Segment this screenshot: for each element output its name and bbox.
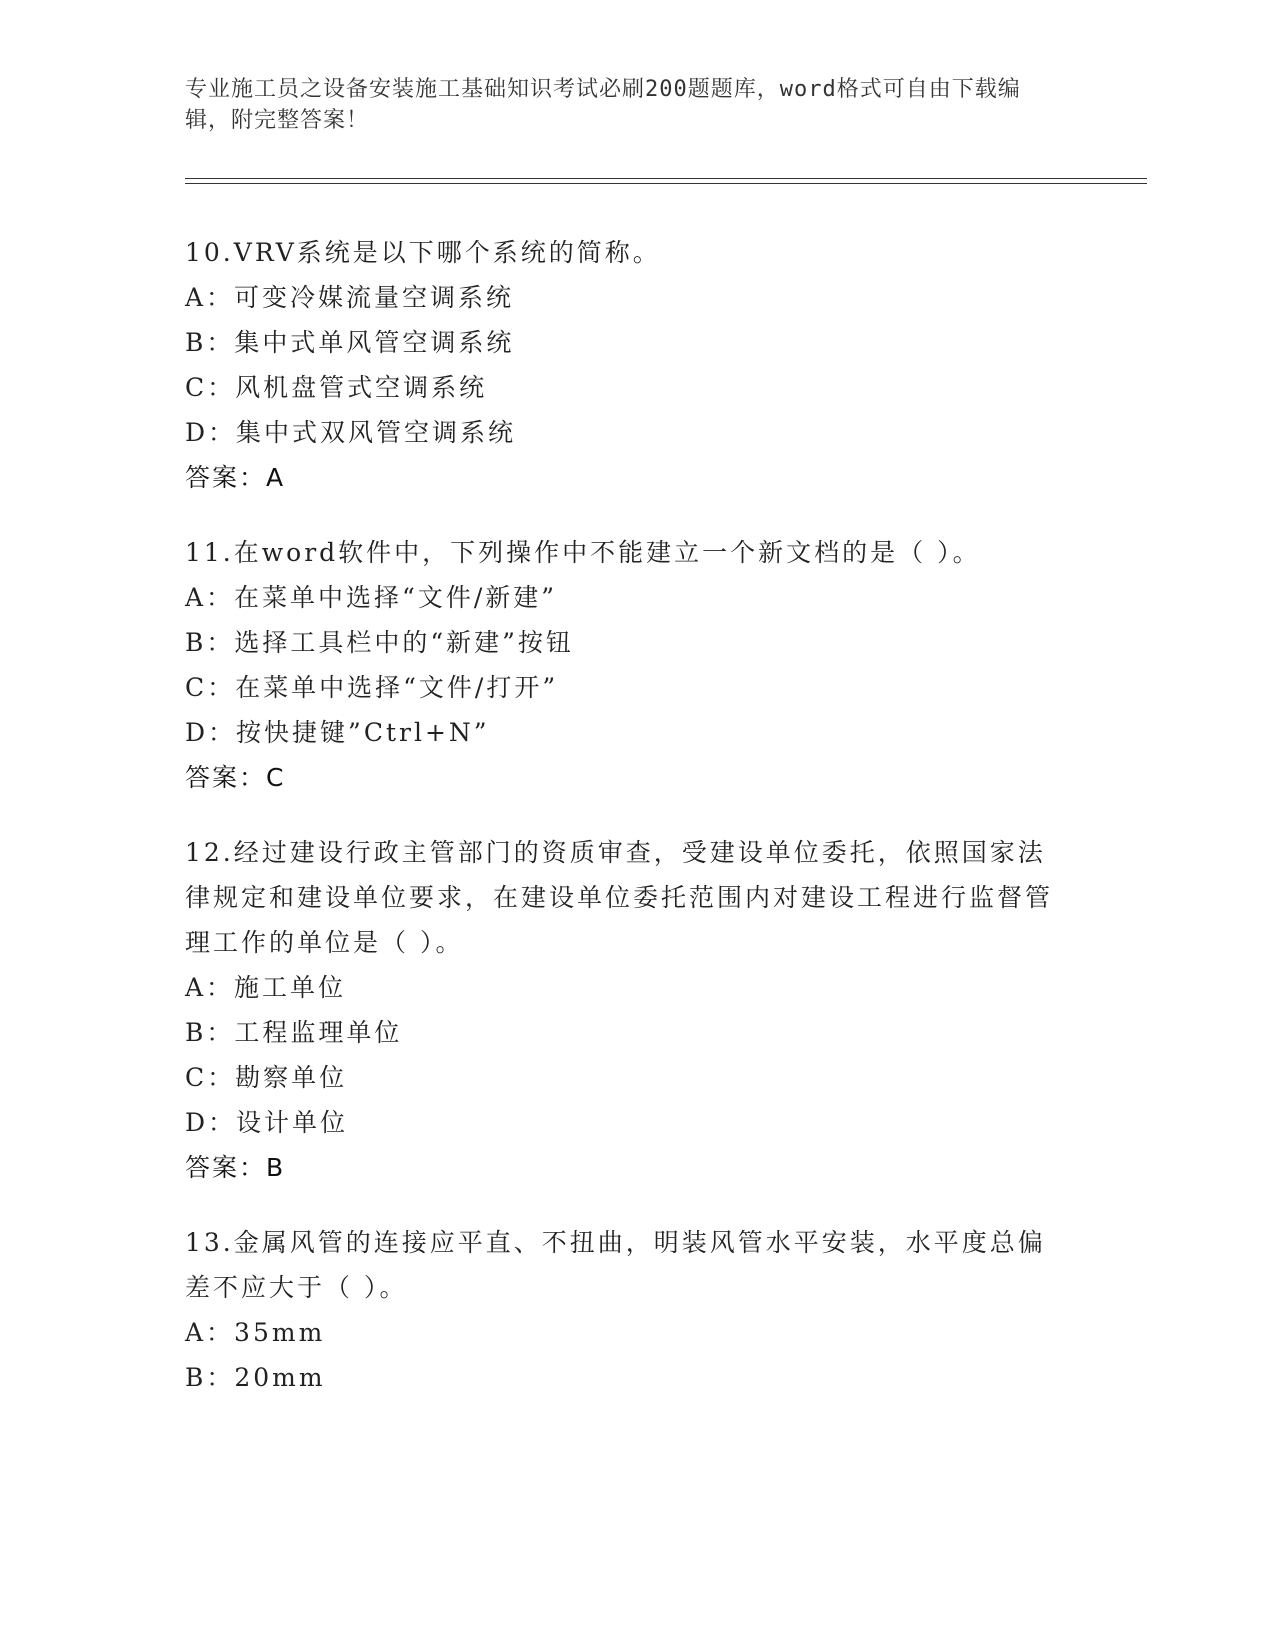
answer: 答案：C <box>185 763 286 792</box>
option-b: B：集中式单风管空调系统 <box>185 328 515 357</box>
option-d: D：按快捷键”Ctrl+N” <box>185 718 490 747</box>
option-a: A：在菜单中选择“文件/新建” <box>185 583 558 612</box>
option-c: C：在菜单中选择“文件/打开” <box>185 673 559 702</box>
option-d: D：集中式双风管空调系统 <box>185 418 517 447</box>
question-stem: 10.VRV系统是以下哪个系统的简称。 <box>185 238 661 267</box>
header-divider-top <box>185 178 1147 179</box>
answer: 答案：A <box>185 463 286 492</box>
option-b: B：20mm <box>185 1363 326 1392</box>
option-c: C：风机盘管式空调系统 <box>185 373 488 402</box>
option-a: A：施工单位 <box>185 973 347 1002</box>
question-stem: 11.在word软件中，下列操作中不能建立一个新文档的是（ ）。 <box>185 538 981 567</box>
question-12 <box>185 830 1065 1190</box>
option-a: A：35mm <box>185 1318 326 1347</box>
header-divider-bottom <box>185 183 1147 184</box>
option-b: B：选择工具栏中的“新建”按钮 <box>185 628 574 657</box>
option-d: D：设计单位 <box>185 1108 349 1137</box>
option-a: A：可变冷媒流量空调系统 <box>185 283 515 312</box>
question-list <box>185 230 1065 1430</box>
option-b: B：工程监理单位 <box>185 1018 403 1047</box>
question-13 <box>185 1220 1065 1400</box>
question-10 <box>185 230 1065 500</box>
document-header: 专业施工员之设备安装施工基础知识考试必刷200题题库，word格式可自由下载编辑，附完整答案！ <box>185 77 1021 133</box>
question-stem: 13.金属风管的连接应平直、不扭曲，明装风管水平安装，水平度总偏差不应大于（ ）。 <box>185 1228 1046 1302</box>
option-c: C：勘察单位 <box>185 1063 348 1092</box>
answer: 答案：B <box>185 1153 286 1182</box>
question-11 <box>185 530 1065 800</box>
question-stem: 12.经过建设行政主管部门的资质审查，受建设单位委托，依照国家法律规定和建设单位要求，在建设单位委托范围内对建设工程进行监督管理工作的单位是（ ）。 <box>185 838 1054 957</box>
